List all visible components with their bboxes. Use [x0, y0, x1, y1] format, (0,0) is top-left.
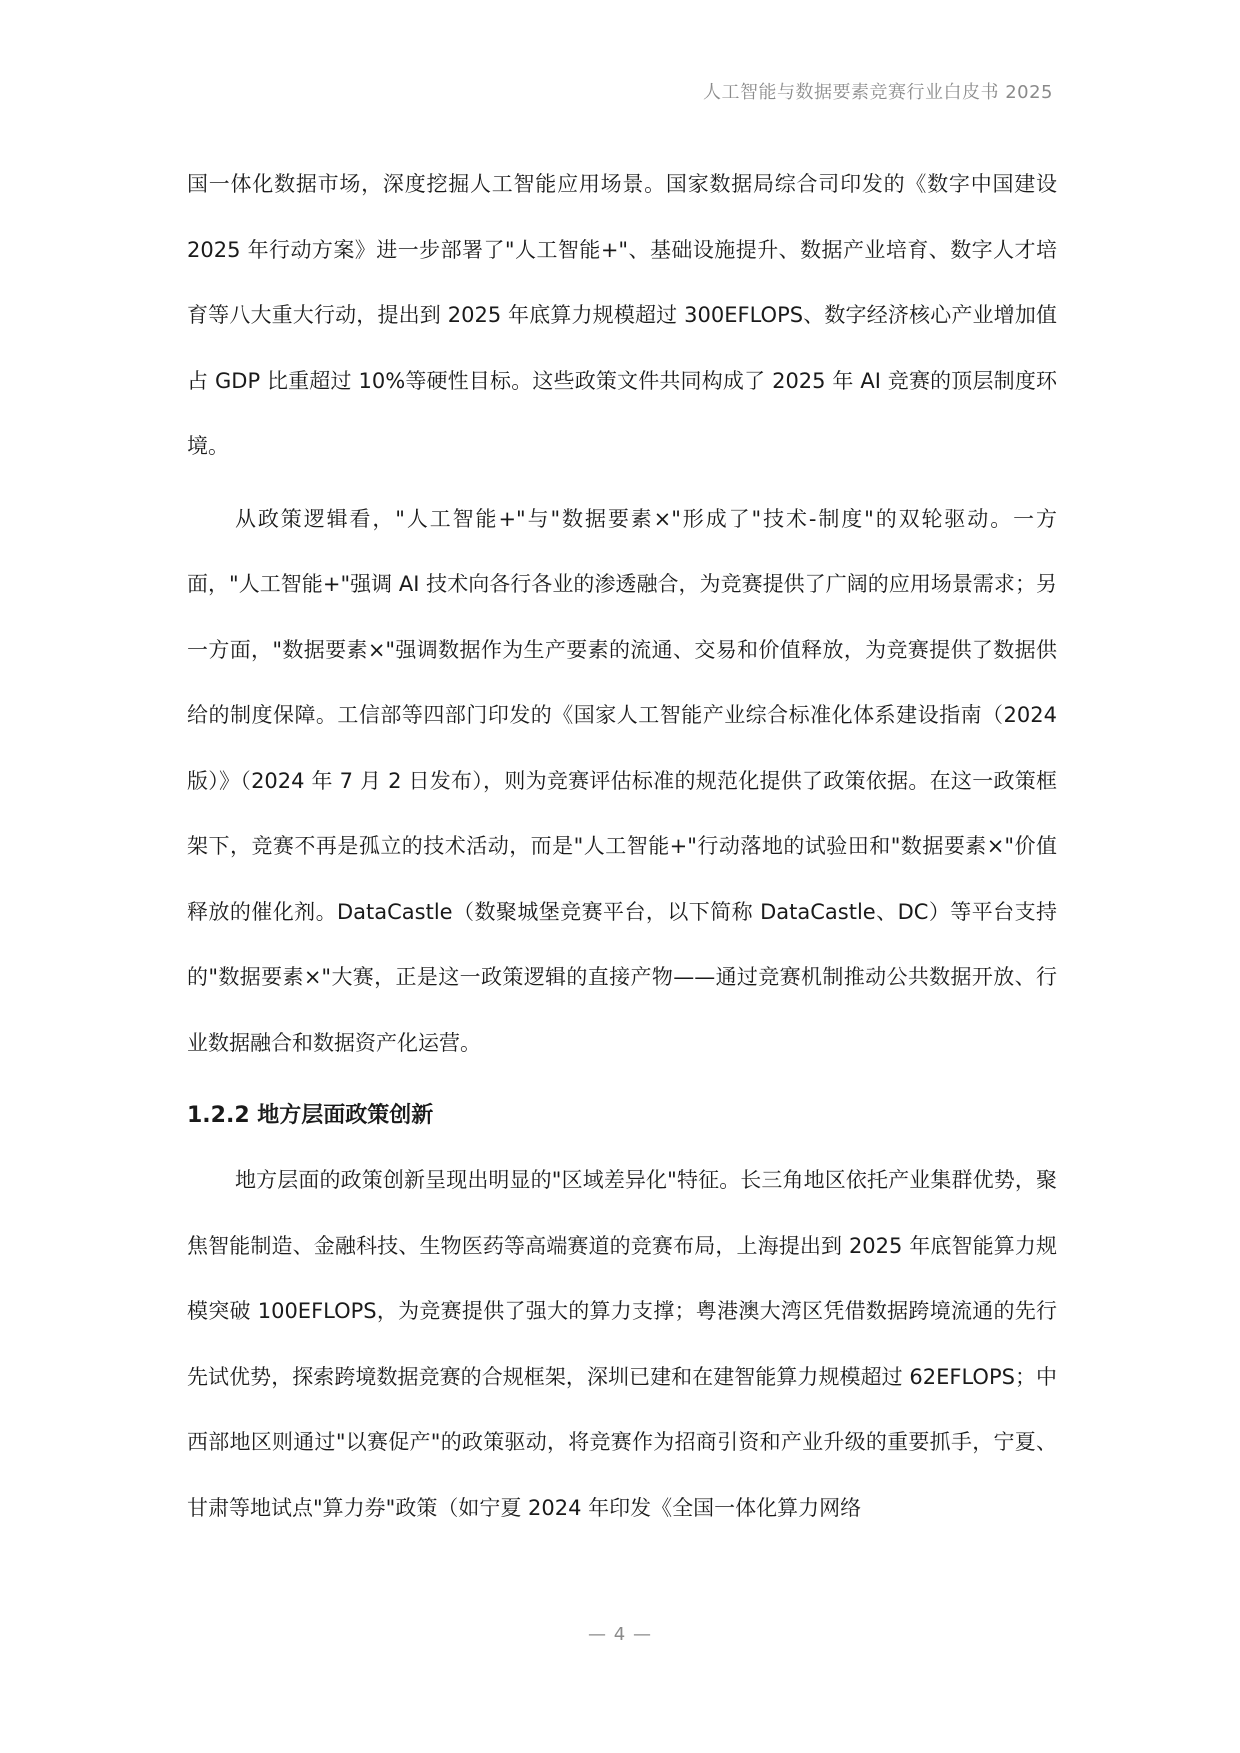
page-number: — 4 — — [588, 1624, 652, 1645]
body-paragraph-2: 从政策逻辑看，"人工智能+"与"数据要素×"形成了"技术-制度"的双轮驱动。一方面，"人工智能+"强调 AI 技术向各行各业的渗透融合，为竞赛提供了广阔的应用场景需求；另一方面，"数据要素×"强调数据作为生产要素的流通、交易和价值释放，为竞赛提供了数据供给的制度保障。工信部等四部门印发的《国家人工智能产业综合标准化体系建设指南（2024 版）》（2024 年 7 月 2 日发布），则为竞赛评估标准的规范化提供了政策依据。在这一政策框架下，竞赛不再是孤立的技术活动，而是"人工智能+"行动落地的试验田和"数据要素×"价值释放的催化剂。DataCastle（数聚城堡竞赛平台，以下简称 DataCastle、DC）等平台支持的"数据要素×"大赛，正是这一政策逻辑的直接产物——通过竞赛机制推动公共数据开放、行业数据融合和数据资产化运营。 — [187, 506, 1057, 1055]
document-body — [187, 152, 1057, 1541]
section-heading: 1.2.2 地方层面政策创新 — [187, 1103, 434, 1128]
section-paragraph: 地方层面的政策创新呈现出明显的"区域差异化"特征。长三角地区依托产业集群优势，聚焦智能制造、金融科技、生物医药等高端赛道的竞赛布局，上海提出到 2025 年底智能算力规模突破 100EFLOPS，为竞赛提供了强大的算力支撑；粤港澳大湾区凭借数据跨境流通的先行先试优势，探索跨境数据竞赛的合规框架，深圳已建和在建智能算力规模超过 62EFLOPS；中西部地区则通过"以赛促产"的政策驱动，将竞赛作为招商引资和产业升级的重要抓手，宁夏、甘肃等地试点"算力券"政策（如宁夏 2024 年印发《全国一体化算力网络 — [187, 1168, 1057, 1520]
body-paragraph-1: 国一体化数据市场，深度挖掘人工智能应用场景。国家数据局综合司印发的《数字中国建设 2025 年行动方案》进一步部署了"人工智能+"、基础设施提升、数据产业培育、数字人才培育等八大重大行动，提出到 2025 年底算力规模超过 300EFLOPS、数字经济核心产业增加值占 GDP 比重超过 10%等硬性目标。这些政策文件共同构成了 2025 年 AI 竞赛的顶层制度环境。 — [187, 172, 1057, 458]
paragraph-gap — [187, 480, 1057, 487]
running-header: 人工智能与数据要素竞赛行业白皮书 2025 — [702, 82, 1053, 103]
paragraph-gap — [187, 1076, 1057, 1083]
